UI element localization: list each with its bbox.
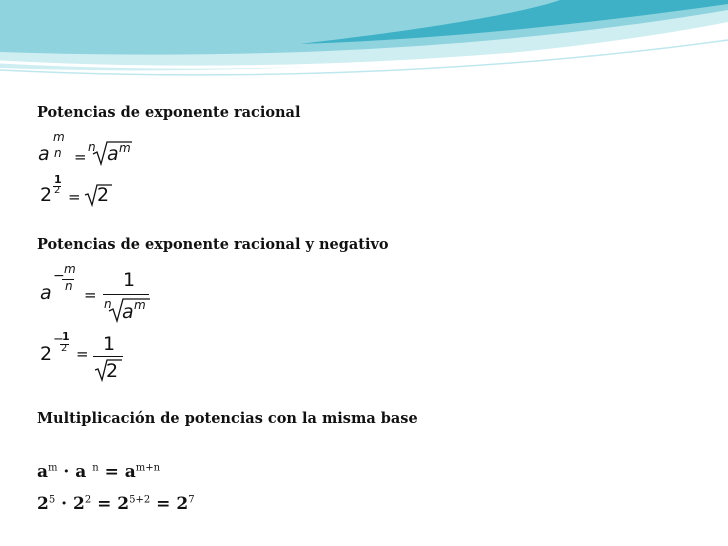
rule-general-multiplication: $a^m \cdot a$ $^n = a^{m+n}$ xyxy=(37,462,161,482)
section-heading-multiplication-same-base: Multiplicación de potencias con la misma base xyxy=(37,410,418,427)
section-heading-rational-negative-exponent: Potencias de exponente racional y negativo xyxy=(37,236,389,253)
header-wave-banner xyxy=(0,0,728,90)
section-heading-rational-exponent: Potencias de exponente racional xyxy=(37,104,301,121)
rule-numeric-example: $2^5 \cdot 2^2 = 2^{5+2} = 2^7$ xyxy=(37,494,195,514)
